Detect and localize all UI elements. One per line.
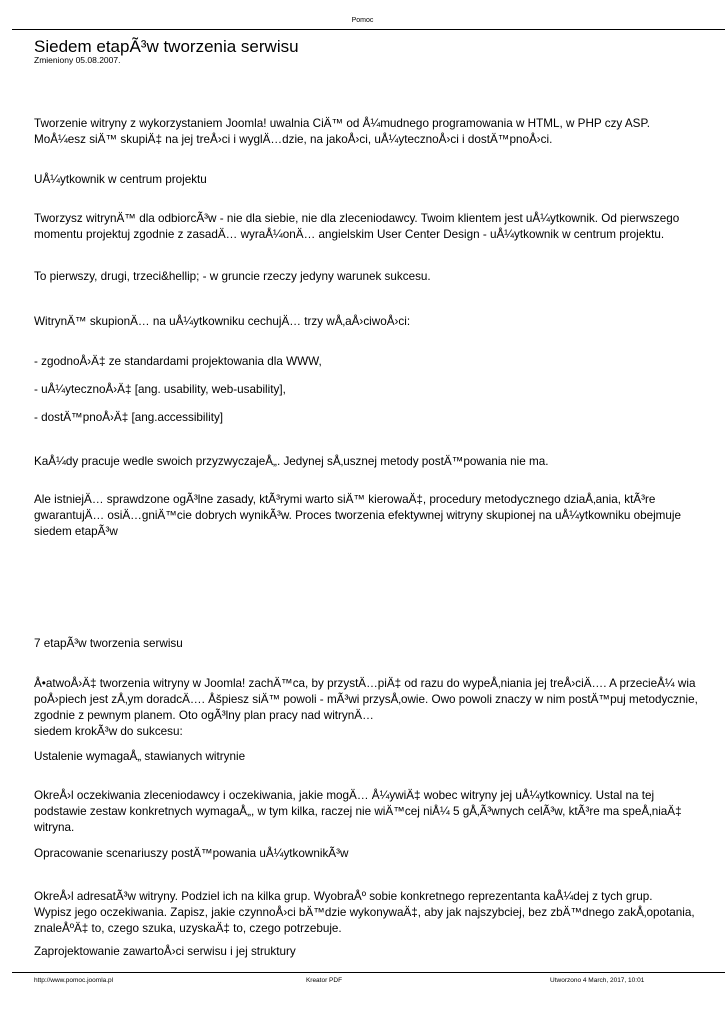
paragraph-line: - zgodnoÅ›Ä‡ ze standardami projektowania dla WWW, xyxy=(34,355,322,368)
paragraph xyxy=(34,788,682,836)
footer-created-date: Utworzono 4 March, 2017, 10:01 xyxy=(550,977,645,984)
paragraph-line: zgodnie z pewnym planem. Oto ogÃ³lny plan pracy nad witrynÄ… xyxy=(34,709,374,722)
page-header: Pomoc xyxy=(351,17,374,24)
paragraph-line: OkreÅ›l oczekiwania zleceniodawcy i oczekiwania, jakie mogÄ… Å¼ywiÄ‡ wobec witryny jej uÅ¼ytkownicy. Ustal na tej xyxy=(34,789,655,802)
header-divider xyxy=(12,29,725,30)
paragraph-line: Ustalenie wymagaÅ„ stawianych witrynie xyxy=(34,750,246,763)
paragraph xyxy=(34,749,245,765)
paragraph-line: - uÅ¼ytecznoÅ›Ä‡ [ang. usability, web-usability], xyxy=(34,383,286,396)
paragraph xyxy=(34,410,223,426)
paragraph xyxy=(34,211,679,243)
paragraph-line: witryna. xyxy=(34,821,75,834)
paragraph xyxy=(34,172,207,188)
paragraph-line: Opracowanie scenariuszy postÄ™powania uÅ¼ytkownikÃ³w xyxy=(34,847,349,860)
paragraph-line: Zaprojektowanie zawartoÅ›ci serwisu i jej struktury xyxy=(34,945,296,958)
paragraph xyxy=(34,636,183,652)
paragraph-line: KaÅ¼dy pracuje wedle swoich przyzwyczajeÅ„. Jedynej sÅ‚usznej metody postÄ™powania nie ma. xyxy=(34,455,549,468)
paragraph-line: Tworzenie witryny z wykorzystaniem Joomla! uwalnia CiÄ™ od Å¼mudnego programowania w HTML, w PHP czy ASP. xyxy=(34,117,650,130)
paragraph-line: UÅ¼ytkownik w centrum projektu xyxy=(34,173,207,186)
paragraph xyxy=(34,116,650,148)
paragraph-line: OkreÅ›l adresatÃ³w witryny. Podziel ich na kilka grup. WyobraÅº sobie konkretnego reprezentanta kaÅ¼dej z tych grup. xyxy=(34,890,653,903)
paragraph xyxy=(34,944,296,960)
paragraph-line: Wypisz jego oczekiwania. Zapisz, jakie czynnoÅ›ci bÄ™dzie wykonywaÄ‡, aby jak najszybciej, bez zbÄ™dnego zakÅ‚opotania, xyxy=(34,906,695,919)
paragraph xyxy=(34,314,410,330)
paragraph xyxy=(34,382,286,398)
paragraph-line: Ale istniejÄ… sprawdzone ogÃ³lne zasady, ktÃ³rymi warto siÄ™ kierowaÄ‡, procedury metodycznego dziaÅ‚ania, ktÃ³re xyxy=(34,493,656,506)
paragraph xyxy=(34,492,681,540)
footer-generator: Kreator PDF xyxy=(305,977,343,984)
paragraph xyxy=(34,269,431,285)
footer-divider xyxy=(12,972,725,973)
paragraph xyxy=(34,889,695,937)
paragraph-line: Tworzysz witrynÄ™ dla odbiorcÃ³w - nie dla siebie, nie dla zleceniodawcy. Twoim klientem jest uÅ¼ytkownik. Od pierwszego xyxy=(34,212,680,225)
paragraph-line: 7 etapÃ³w tworzenia serwisu xyxy=(34,637,183,650)
paragraph-line: momentu projektuj zgodnie z zasadÄ… wyraÅ¼onÄ… angielskim User Center Design - uÅ¼ytkownik w centrum projektu. xyxy=(34,228,665,241)
paragraph-line: poÅ›piech jest zÅ‚ym doradcÄ…. Åšpiesz siÄ™ powoli - mÃ³wi przysÅ‚owie. Owo powoli znaczy w nim postÄ™puj metodycznie, xyxy=(34,693,698,706)
article-title: Siedem etapÃ³w tworzenia serwisu xyxy=(34,37,299,56)
paragraph-line: siedem krokÃ³w do sukcesu: xyxy=(34,725,183,738)
paragraph xyxy=(34,354,322,370)
paragraph-line: MoÅ¼esz siÄ™ skupiÄ‡ na jej treÅ›ci i wyglÄ…dzie, na jakoÅ›ci, uÅ¼ytecznoÅ›ci i dostÄ™pnoÅ›ci. xyxy=(34,133,553,146)
paragraph xyxy=(34,454,549,470)
paragraph-line: Å•atwoÅ›Ä‡ tworzenia witryny w Joomla! zachÄ™ca, by przystÄ…piÄ‡ od razu do wypeÅ‚niania jej treÅ›ciÄ…. A przecieÅ¼ wia xyxy=(34,677,696,690)
paragraph-line: gwarantujÄ… osiÄ…gniÄ™cie dobrych wynikÃ³w. Proces tworzenia efektywnej witryny skupionej na uÅ¼ytkowniku obejmuje xyxy=(34,509,682,522)
paragraph-line: WitrynÄ™ skupionÄ… na uÅ¼ytkowniku cechujÄ… trzy wÅ‚aÅ›ciwoÅ›ci: xyxy=(34,315,411,328)
paragraph xyxy=(34,846,348,862)
article-updated-date: Zmieniony 05.08.2007. xyxy=(34,55,121,65)
paragraph-line: siedem etapÃ³w xyxy=(34,525,118,538)
paragraph-line: - dostÄ™pnoÅ›Ä‡ [ang.accessibility] xyxy=(34,411,224,424)
paragraph-line: podstawie zestaw konkretnych wymagaÅ„, w tym kilka, raczej nie wiÄ™cej niÅ¼ 5 gÅ‚Ã³wnych celÃ³w, ktÃ³re ma speÅ‚niaÄ‡ xyxy=(34,805,682,818)
paragraph xyxy=(34,676,698,740)
footer-url: http://www.pomoc.joomla.pl xyxy=(34,977,114,984)
paragraph-line: znaleÅºÄ‡ to, czego szuka, uzyskaÄ‡ to, czego potrzebuje. xyxy=(34,922,342,935)
paragraph-line: To pierwszy, drugi, trzeci&hellip; - w gruncie rzeczy jedyny warunek sukcesu. xyxy=(34,270,431,283)
